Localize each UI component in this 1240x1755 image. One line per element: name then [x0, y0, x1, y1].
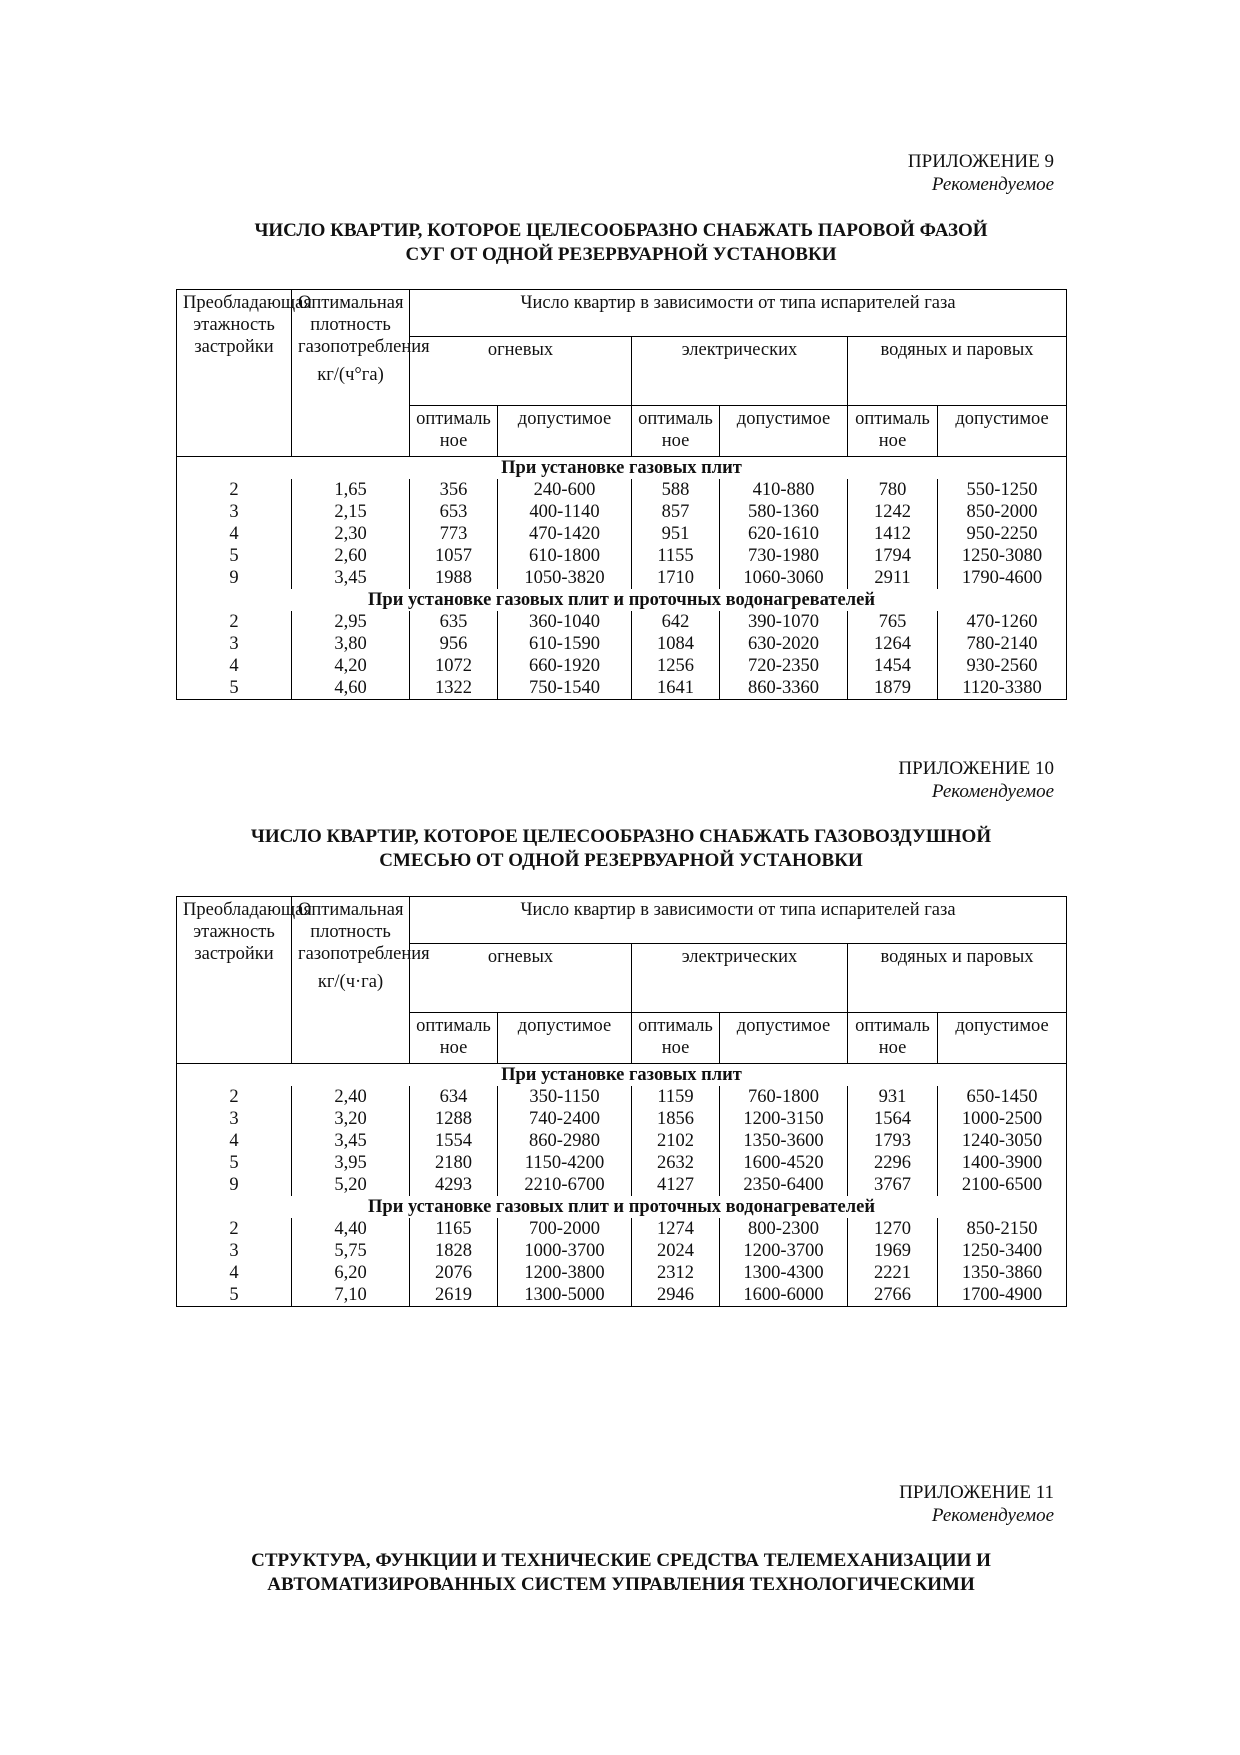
- table-cell: 4293: [410, 1174, 498, 1196]
- table-cell: 857: [632, 501, 720, 523]
- table-cell: 2296: [848, 1152, 938, 1174]
- header-density-label: Оптимальная плотность газопотребления: [298, 293, 430, 357]
- appendix-11-header: [899, 1481, 1054, 1527]
- table-cell: 1084: [632, 633, 720, 655]
- table-cell: 4,20: [292, 655, 410, 677]
- table-cell: 470-1420: [498, 523, 632, 545]
- table-cell: 1600-4520: [720, 1152, 848, 1174]
- table-cell: 860-2980: [498, 1130, 632, 1152]
- appendix-10-title: [176, 825, 1066, 873]
- table-cell: 410-880: [720, 479, 848, 501]
- table-cell: 800-2300: [720, 1218, 848, 1240]
- table-row: [177, 1284, 1067, 1307]
- section-row: [177, 589, 1067, 611]
- appendix-10-header: [898, 757, 1054, 803]
- table-row: [177, 1086, 1067, 1108]
- table-cell: 240-600: [498, 479, 632, 501]
- table-cell: 1879: [848, 677, 938, 700]
- table-cell: 2210-6700: [498, 1174, 632, 1196]
- section-title: При установке газовых плит и проточных водонагревателей: [177, 1196, 1067, 1218]
- table-cell: 760-1800: [720, 1086, 848, 1108]
- table-cell: 610-1800: [498, 545, 632, 567]
- table-cell: 2024: [632, 1240, 720, 1262]
- table-row: [177, 545, 1067, 567]
- table-cell: 1600-6000: [720, 1284, 848, 1307]
- table-cell: 2946: [632, 1284, 720, 1307]
- table-cell: 956: [410, 633, 498, 655]
- table-cell: 3: [177, 1240, 292, 1262]
- table-cell: 470-1260: [938, 611, 1067, 633]
- table-cell: 1988: [410, 567, 498, 589]
- table-cell: 1274: [632, 1218, 720, 1240]
- table-cell: 1264: [848, 633, 938, 655]
- table-cell: 1159: [632, 1086, 720, 1108]
- header-allowed: допустимое: [938, 406, 1067, 457]
- table-header-row: [177, 897, 1067, 944]
- section-title: При установке газовых плит и проточных водонагревателей: [177, 589, 1067, 611]
- appendix-9-status: Рекомендуемое: [931, 174, 1054, 195]
- table-cell: 3,20: [292, 1108, 410, 1130]
- table-cell: 360-1040: [498, 611, 632, 633]
- table-cell: 4: [177, 1262, 292, 1284]
- table-cell: 1793: [848, 1130, 938, 1152]
- table-cell: 3: [177, 501, 292, 523]
- header-optimal: оптимальное: [410, 1013, 498, 1064]
- table-cell: 390-1070: [720, 611, 848, 633]
- table-cell: 2: [177, 611, 292, 633]
- table-cell: 1554: [410, 1130, 498, 1152]
- table-cell: 1700-4900: [938, 1284, 1067, 1307]
- table-cell: 1057: [410, 545, 498, 567]
- table-cell: 635: [410, 611, 498, 633]
- table-cell: 2: [177, 479, 292, 501]
- header-allowed: допустимое: [938, 1013, 1067, 1064]
- header-allowed: допустимое: [720, 1013, 848, 1064]
- table-row: [177, 655, 1067, 677]
- header-group: Число квартир в зависимости от типа испарителей газа: [410, 897, 1067, 944]
- appendix-10-title-line1: ЧИСЛО КВАРТИР, КОТОРОЕ ЦЕЛЕСООБРАЗНО СНАБЖАТЬ ГАЗОВОЗДУШНОЙ: [250, 826, 992, 847]
- table-cell: 2: [177, 1086, 292, 1108]
- section-row: [177, 1196, 1067, 1218]
- table-cell: 951: [632, 523, 720, 545]
- table-cell: 931: [848, 1086, 938, 1108]
- table-cell: 5,75: [292, 1240, 410, 1262]
- appendix-9-title-line2: СУГ ОТ ОДНОЙ РЕЗЕРВУАРНОЙ УСТАНОВКИ: [405, 244, 837, 265]
- section-title: При установке газовых плит: [177, 1064, 1067, 1087]
- table-cell: 630-2020: [720, 633, 848, 655]
- header-density-unit: кг/(ч°га): [317, 365, 384, 385]
- appendix-11-label: ПРИЛОЖЕНИЕ 11: [899, 1482, 1054, 1503]
- header-density: [292, 290, 430, 457]
- table-cell: 1322: [410, 677, 498, 700]
- table-cell: 4: [177, 655, 292, 677]
- table-cell: 1256: [632, 655, 720, 677]
- table-cell: 765: [848, 611, 938, 633]
- table-cell: 6,20: [292, 1262, 410, 1284]
- table-cell: 1828: [410, 1240, 498, 1262]
- header-density: [292, 897, 430, 1064]
- table-cell: 660-1920: [498, 655, 632, 677]
- header-type: огневых: [410, 944, 632, 1013]
- table-row: [177, 1262, 1067, 1284]
- table-cell: 5: [177, 545, 292, 567]
- appendix-10-status: Рекомендуемое: [931, 781, 1054, 802]
- header-floors: [177, 897, 312, 1064]
- table-row: [177, 677, 1067, 700]
- table-cell: 2180: [410, 1152, 498, 1174]
- table-cell: 780-2140: [938, 633, 1067, 655]
- header-type: водяных и паровых: [848, 337, 1067, 406]
- table-row: [177, 523, 1067, 545]
- table-cell: 350-1150: [498, 1086, 632, 1108]
- table-cell: 9: [177, 567, 292, 589]
- table-cell: 950-2250: [938, 523, 1067, 545]
- table-cell: 1856: [632, 1108, 720, 1130]
- section-row: [177, 1064, 1067, 1087]
- table-cell: 4,60: [292, 677, 410, 700]
- appendix-9-table: [176, 289, 1067, 700]
- section-title: При установке газовых плит: [177, 457, 1067, 480]
- table-cell: 1,65: [292, 479, 410, 501]
- table-cell: 1250-3080: [938, 545, 1067, 567]
- table-cell: 4,40: [292, 1218, 410, 1240]
- table-cell: 1000-3700: [498, 1240, 632, 1262]
- table-row: [177, 1130, 1067, 1152]
- table-cell: 1155: [632, 545, 720, 567]
- table-cell: 1794: [848, 545, 938, 567]
- table-row: [177, 1174, 1067, 1196]
- table-cell: 2911: [848, 567, 938, 589]
- appendix-10-title-line2: СМЕСЬЮ ОТ ОДНОЙ РЕЗЕРВУАРНОЙ УСТАНОВКИ: [379, 850, 863, 871]
- table-cell: 3,45: [292, 567, 410, 589]
- table-cell: 750-1540: [498, 677, 632, 700]
- table-cell: 2221: [848, 1262, 938, 1284]
- appendix-10-label: ПРИЛОЖЕНИЕ 10: [898, 758, 1054, 779]
- header-optimal: оптимальное: [848, 406, 938, 457]
- table-row: [177, 1108, 1067, 1130]
- header-group: Число квартир в зависимости от типа испарителей газа: [410, 290, 1067, 337]
- table-cell: 2632: [632, 1152, 720, 1174]
- appendix-11-title-line2: АВТОМАТИЗИРОВАННЫХ СИСТЕМ УПРАВЛЕНИЯ ТЕХНОЛОГИЧЕСКИМИ: [267, 1574, 975, 1595]
- table-row: [177, 1240, 1067, 1262]
- table-cell: 3,95: [292, 1152, 410, 1174]
- table-row: [177, 1152, 1067, 1174]
- header-optimal: оптимальное: [632, 406, 720, 457]
- header-floors-label: Преобладающая этажность застройки: [183, 293, 312, 357]
- appendix-11-title-line1: СТРУКТУРА, ФУНКЦИИ И ТЕХНИЧЕСКИЕ СРЕДСТВА ТЕЛЕМЕХАНИЗАЦИИ И: [251, 1550, 991, 1571]
- table-cell: 5,20: [292, 1174, 410, 1196]
- table-cell: 1400-3900: [938, 1152, 1067, 1174]
- header-floors: [177, 290, 312, 457]
- table-cell: 1969: [848, 1240, 938, 1262]
- table-cell: 1000-2500: [938, 1108, 1067, 1130]
- table-cell: 620-1610: [720, 523, 848, 545]
- table-cell: 1200-3700: [720, 1240, 848, 1262]
- table-cell: 1790-4600: [938, 567, 1067, 589]
- table-cell: 1250-3400: [938, 1240, 1067, 1262]
- table-cell: 3767: [848, 1174, 938, 1196]
- table-cell: 1200-3150: [720, 1108, 848, 1130]
- table-cell: 2,60: [292, 545, 410, 567]
- table-cell: 700-2000: [498, 1218, 632, 1240]
- table-cell: 653: [410, 501, 498, 523]
- header-optimal: оптимальное: [632, 1013, 720, 1064]
- table-cell: 1150-4200: [498, 1152, 632, 1174]
- table-cell: 1454: [848, 655, 938, 677]
- table-cell: 9: [177, 1174, 292, 1196]
- header-type: электрических: [632, 944, 848, 1013]
- table-cell: 4: [177, 523, 292, 545]
- table-cell: 4: [177, 1130, 292, 1152]
- header-allowed: допустимое: [498, 406, 632, 457]
- table-cell: 2,95: [292, 611, 410, 633]
- table-cell: 860-3360: [720, 677, 848, 700]
- table-cell: 780: [848, 479, 938, 501]
- table-cell: 1060-3060: [720, 567, 848, 589]
- table-cell: 5: [177, 1152, 292, 1174]
- table-cell: 3: [177, 633, 292, 655]
- header-type: огневых: [410, 337, 632, 406]
- table-cell: 730-1980: [720, 545, 848, 567]
- table-cell: 400-1140: [498, 501, 632, 523]
- table-cell: 2,40: [292, 1086, 410, 1108]
- section-row: [177, 457, 1067, 480]
- table-cell: 1242: [848, 501, 938, 523]
- table-cell: 634: [410, 1086, 498, 1108]
- table-cell: 1200-3800: [498, 1262, 632, 1284]
- table-cell: 720-2350: [720, 655, 848, 677]
- header-density-label: Оптимальная плотность газопотребления: [298, 900, 430, 964]
- table-cell: 1165: [410, 1218, 498, 1240]
- table-cell: 1641: [632, 677, 720, 700]
- table-cell: 642: [632, 611, 720, 633]
- table-cell: 2766: [848, 1284, 938, 1307]
- table-cell: 3,80: [292, 633, 410, 655]
- table-row: [177, 633, 1067, 655]
- header-allowed: допустимое: [720, 406, 848, 457]
- appendix-10-table: [176, 896, 1067, 1307]
- table-cell: 850-2000: [938, 501, 1067, 523]
- table-cell: 3,45: [292, 1130, 410, 1152]
- table-row: [177, 1218, 1067, 1240]
- table-cell: 2100-6500: [938, 1174, 1067, 1196]
- table-cell: 5: [177, 677, 292, 700]
- table-cell: 850-2150: [938, 1218, 1067, 1240]
- table-cell: 1300-4300: [720, 1262, 848, 1284]
- table-cell: 1412: [848, 523, 938, 545]
- header-optimal: оптимальное: [848, 1013, 938, 1064]
- header-optimal: оптимальное: [410, 406, 498, 457]
- table-cell: 1270: [848, 1218, 938, 1240]
- table-cell: 3: [177, 1108, 292, 1130]
- table-row: [177, 501, 1067, 523]
- table-cell: 1564: [848, 1108, 938, 1130]
- appendix-9-label: ПРИЛОЖЕНИЕ 9: [907, 151, 1054, 172]
- header-floors-label: Преобладающая этажность застройки: [183, 900, 312, 964]
- appendix-9-header: [908, 150, 1054, 196]
- table-cell: 1072: [410, 655, 498, 677]
- table-header-row: [177, 290, 1067, 337]
- appendix-9-title-line1: ЧИСЛО КВАРТИР, КОТОРОЕ ЦЕЛЕСООБРАЗНО СНАБЖАТЬ ПАРОВОЙ ФАЗОЙ: [254, 220, 988, 241]
- table-cell: 5: [177, 1284, 292, 1307]
- table-cell: 610-1590: [498, 633, 632, 655]
- table-cell: 930-2560: [938, 655, 1067, 677]
- table-cell: 1120-3380: [938, 677, 1067, 700]
- table-cell: 2102: [632, 1130, 720, 1152]
- table-cell: 2350-6400: [720, 1174, 848, 1196]
- table-cell: 773: [410, 523, 498, 545]
- appendix-11-title: [176, 1549, 1066, 1597]
- table-cell: 7,10: [292, 1284, 410, 1307]
- table-cell: 1710: [632, 567, 720, 589]
- header-density-unit: кг/(ч·га): [317, 972, 384, 992]
- table-cell: 2076: [410, 1262, 498, 1284]
- table-cell: 2,30: [292, 523, 410, 545]
- table-cell: 2,15: [292, 501, 410, 523]
- appendix-9-title: [176, 219, 1066, 267]
- header-type: водяных и паровых: [848, 944, 1067, 1013]
- table-cell: 2312: [632, 1262, 720, 1284]
- table-cell: 2: [177, 1218, 292, 1240]
- table-cell: 1350-3860: [938, 1262, 1067, 1284]
- table-cell: 1050-3820: [498, 567, 632, 589]
- table-cell: 1240-3050: [938, 1130, 1067, 1152]
- appendix-11-status: Рекомендуемое: [931, 1505, 1054, 1526]
- table-cell: 1300-5000: [498, 1284, 632, 1307]
- table-cell: 1350-3600: [720, 1130, 848, 1152]
- table-cell: 1288: [410, 1108, 498, 1130]
- table-cell: 2619: [410, 1284, 498, 1307]
- header-allowed: допустимое: [498, 1013, 632, 1064]
- table-cell: 650-1450: [938, 1086, 1067, 1108]
- header-type: электрических: [632, 337, 848, 406]
- table-cell: 740-2400: [498, 1108, 632, 1130]
- table-row: [177, 567, 1067, 589]
- table-cell: 356: [410, 479, 498, 501]
- table-cell: 580-1360: [720, 501, 848, 523]
- table-row: [177, 479, 1067, 501]
- table-cell: 588: [632, 479, 720, 501]
- table-cell: 4127: [632, 1174, 720, 1196]
- table-row: [177, 611, 1067, 633]
- table-cell: 550-1250: [938, 479, 1067, 501]
